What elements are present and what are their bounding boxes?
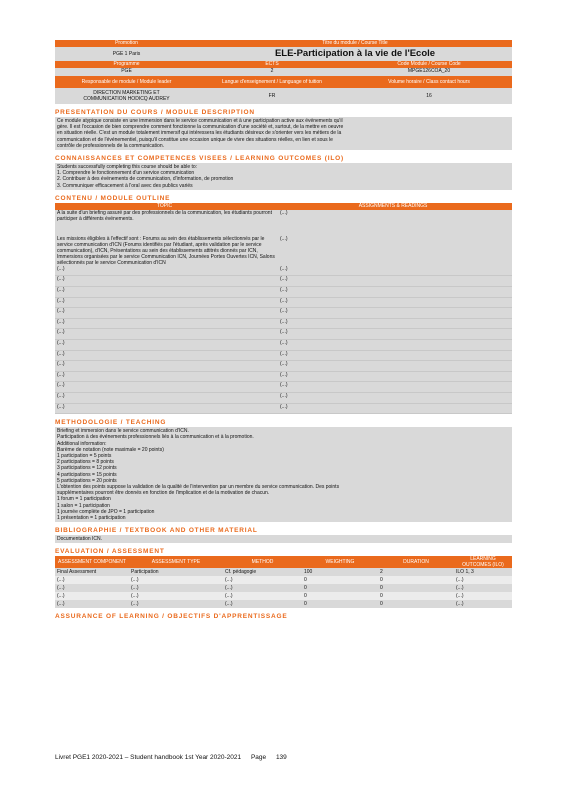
evaluation-cell-component: (...) [57,577,65,584]
evaluation-cell-ilo: ILO 1, 3 [456,569,474,576]
module-sheet [55,40,512,621]
responsable-values-row [55,88,512,104]
assign-cell: (...) [278,403,512,414]
topic-cell: (...) [55,318,278,329]
table-row [55,371,512,382]
methodologie-line: 1 participation = 5 points [57,452,112,459]
assign-cell: (...) [278,350,512,361]
evaluation-cell-method: Cf. pédagogie [225,569,257,576]
competences-line: Students successfully completing this course should be able to: [57,164,198,171]
topic-cell: A la suite d'un briefing assuré par des professionnels de la communication, les étudiants pourront participer à différents événements. [57,209,272,222]
competences-heading: CONNAISSANCES ET COMPETENCES VISEES / LEARNING OUTCOMES (ILO) [55,155,344,163]
evaluation-cell-ilo: (...) [456,593,464,600]
assign-cell: (...) [278,329,512,340]
assign-cell: (...) [278,276,512,287]
col-ilo: LEARNING OUTCOMES (ILO) [462,556,504,569]
methodologie-line: 1 salon = 1 participation [57,502,110,509]
langue-value: FR [268,93,276,99]
presentation-line: communication et de l'événementiel, puisqu'il constitue une occasion unique de vivre des situations réelles, en lien et sous le [57,136,333,143]
contenu-header-row [55,203,512,210]
evaluation-cell-ilo: (...) [456,601,464,608]
responsable-label: Responsable de module / Module leader [81,79,172,85]
evaluation-cell-component: (...) [57,585,65,592]
methodologie-line: 1 présentation = 1 participation [57,514,126,521]
promotion-label: Promotion [115,40,138,46]
presentation-line: contrôle de professionnels de la communication. [57,142,165,149]
methodologie-line: 5 participations = 20 points [57,477,117,484]
programme-label: Programme [113,61,140,67]
topic-cell: (...) [55,339,278,350]
assurance-heading: ASSURANCE OF LEARNING / OBJECTIFS D'APPRENTISSAGE [55,613,288,621]
methodologie-heading: METHODOLOGIE / TEACHING [55,419,167,427]
topic-cell: (...) [55,350,278,361]
assign-cell: (...) [278,392,512,403]
topic-cell: (...) [55,276,278,287]
topic-cell: (...) [55,329,278,340]
evaluation-row [55,600,512,608]
topic-cell: (...) [55,361,278,372]
topic-cell: (...) [55,266,278,276]
evaluation-cell-type: (...) [131,593,139,600]
methodologie-line: 1 journée complète de JPO = 1 participation [57,508,155,515]
evaluation-cell-duration: 0 [380,593,383,600]
evaluation-cell-duration: 0 [380,577,383,584]
evaluation-cell-method: (...) [225,601,233,608]
methodologie-line: 1 forum = 1 participation [57,496,111,503]
topic-cell: (...) [55,287,278,298]
methodologie-line: 4 participations = 15 points [57,471,117,478]
programme-values-row [55,68,512,76]
methodologie-line: Additional information: [57,440,107,447]
col-weighting: WEIGHTING [325,559,355,566]
assign-cell: (...) [280,235,288,242]
evaluation-rows [55,568,512,608]
header-values-row [55,47,512,61]
evaluation-cell-duration: 0 [380,601,383,608]
bibliographie-heading: BIBLIOGRAPHIE / TEXTBOOK AND OTHER MATERIAL [55,527,258,535]
topic-cell: (...) [55,308,278,319]
table-row [55,308,512,319]
evaluation-cell-component: (...) [57,601,65,608]
responsable-value-line-2: COMMUNICATION HODICQ AUDREY [83,96,170,102]
programme-labels-row [55,61,512,68]
evaluation-cell-weighting: 0 [304,577,307,584]
methodologie-line: supplémentaires pourront être donnés en fonction de l'implication et de la motivation de chacun. [57,490,270,497]
responsable-value-line-1: DIRECTION MARKETING ET [93,90,160,96]
table-row [55,297,512,308]
competences-line: 1. Comprendre le fonctionnement d'un service communication [57,170,195,177]
presentation-line: gère. Il est l'occasion de bien comprendre comment fonctionne la communication d'une société et, surtout, de la mettre en oeuvre [57,124,344,131]
bibliographie-text [55,535,512,543]
topic-cell: (...) [55,297,278,308]
contenu-heading: CONTENU / MODULE OUTLINE [55,194,171,202]
methodologie-line: Participation à des événements professionnels liés à la communication et à la promotion. [57,434,254,441]
evaluation-header-row [55,556,512,568]
assign-cell: (...) [278,382,512,393]
table-row [55,382,512,393]
evaluation-heading: EVALUATION / ASSESSMENT [55,548,165,556]
table-row [55,403,512,414]
responsable-labels-row [55,76,512,88]
evaluation-cell-component: Final Assessment [57,569,97,576]
evaluation-cell-method: (...) [225,593,233,600]
assign-cell: (...) [278,287,512,298]
table-row [55,318,512,329]
methodologie-line: L'obtention des points suppose la validation de la qualité de l'intervention par un membre du service communication. Des points [57,483,340,490]
presentation-text [55,117,512,150]
evaluation-cell-ilo: (...) [456,585,464,592]
table-row [55,350,512,361]
topic-label: TOPIC [156,202,173,209]
topic-cell: (...) [55,382,278,393]
methodologie-line: 2 participations = 8 points [57,459,114,466]
col-duration: DURATION [403,559,429,566]
presentation-line: Ce module atypique consiste en une immersion dans le service communication et à une participation active aux événements qu'il [57,118,343,124]
langue-label: Langue d'enseignement / Language of tuition [222,79,322,85]
promotion-value: PGE 1 Paris [112,51,141,57]
evaluation-row [55,584,512,592]
assign-cell: (...) [278,371,512,382]
course-title-label: Titre du module / Course Title [322,40,388,46]
assign-cell: (...) [278,308,512,319]
evaluation-cell-type: (...) [131,585,139,592]
topic-cell: Les missions éligibles à l'effectif sont : Forums au sein des établissements sélectionnés par le service communication d'ICN (Forums identifiés par l'étudiant, après validation par le service communication), d'ICN, Présentations au sein des établissements attitrés dionnés par ICN, Immersions organisées par le service Communication ICN, Journées Portes Ouvertes ICN, Salons sélectionnés par le service Communication d'ICN [57,235,275,266]
evaluation-cell-type: (...) [131,601,139,608]
ects-label: ECTS [265,61,279,67]
table-row [55,339,512,350]
evaluation-cell-type: (...) [131,577,139,584]
evaluation-cell-weighting: 0 [304,601,307,608]
evaluation-cell-weighting: 0 [304,593,307,600]
topic-cell: (...) [55,403,278,414]
bibliographie-line: Documentation ICN. [57,536,103,543]
contenu-table [55,210,512,414]
evaluation-cell-weighting: 0 [304,585,307,592]
evaluation-cell-weighting: 100 [304,569,313,576]
volume-value: 16 [426,93,432,99]
code-value: MPGE126COA_20 [407,68,451,74]
assignments-label: ASSIGNMENTS & READINGS [358,202,428,209]
competences-text [55,163,512,190]
programme-value: PGE [121,68,132,74]
evaluation-cell-duration: 2 [380,569,383,576]
competences-line: 2. Contribuer à des événements de communication, d'information, de promotion [57,176,234,183]
table-row [55,392,512,403]
assign-cell: (...) [278,297,512,308]
course-title: ELE-Participation à la vie de l'Ecole [274,48,436,59]
col-type: ASSESSMENT TYPE [151,559,201,566]
methodologie-text [55,427,512,522]
presentation-heading: PRESENTATION DU COURS / MODULE DESCRIPTION [55,109,255,116]
evaluation-cell-method: (...) [225,577,233,584]
evaluation-table [55,556,512,608]
table-row [55,276,512,287]
assign-cell: (...) [278,361,512,372]
assign-cell: (...) [278,318,512,329]
competences-line: 3. Communiquer efficacement à l'oral avec des publics variés [57,182,193,189]
evaluation-row [55,576,512,584]
topic-cell: (...) [55,371,278,382]
table-row [55,266,512,276]
assign-cell: (...) [278,266,512,276]
evaluation-cell-method: (...) [225,585,233,592]
footer-page-label: Page [250,754,267,761]
evaluation-row [55,568,512,576]
assign-cell: (...) [280,209,288,216]
page-footer [55,754,295,761]
table-row [55,287,512,298]
code-label: Code Module / Course Code [397,61,461,67]
evaluation-cell-duration: 0 [380,585,383,592]
methodologie-line: Briefing et immersion dans le service communication d'ICN. [57,428,189,435]
responsable-value [55,90,198,102]
evaluation-row [55,592,512,600]
topic-cell: (...) [55,392,278,403]
col-method: METHOD [251,559,274,566]
header-labels-row [55,40,512,47]
ects-value: 2 [270,68,274,74]
footer-page-number: 139 [275,754,287,761]
col-component: ASSESSMENT COMPONENT [58,559,126,566]
methodologie-line: 3 participations = 12 points [57,465,117,472]
evaluation-cell-component: (...) [57,593,65,600]
table-row [55,210,512,236]
evaluation-cell-ilo: (...) [456,577,464,584]
footer-handbook: Livret PGE1 2020-2021 – Student handbook 1st Year 2020-2021 [55,754,242,761]
volume-label: Volume horaire / Class contact hours [388,79,470,85]
methodologie-line: Barème de notation (note maximale = 20 points) [57,446,164,453]
topic-rows [55,266,512,414]
table-row [55,361,512,372]
table-row [55,329,512,340]
presentation-line: en situation réelle. C'est un module totalement immersif qui intéressera les étudiants désireux de s'orienter vers les métiers de la [57,130,342,137]
evaluation-cell-type: Participation [131,569,159,576]
table-row [55,236,512,266]
assign-cell: (...) [278,339,512,350]
